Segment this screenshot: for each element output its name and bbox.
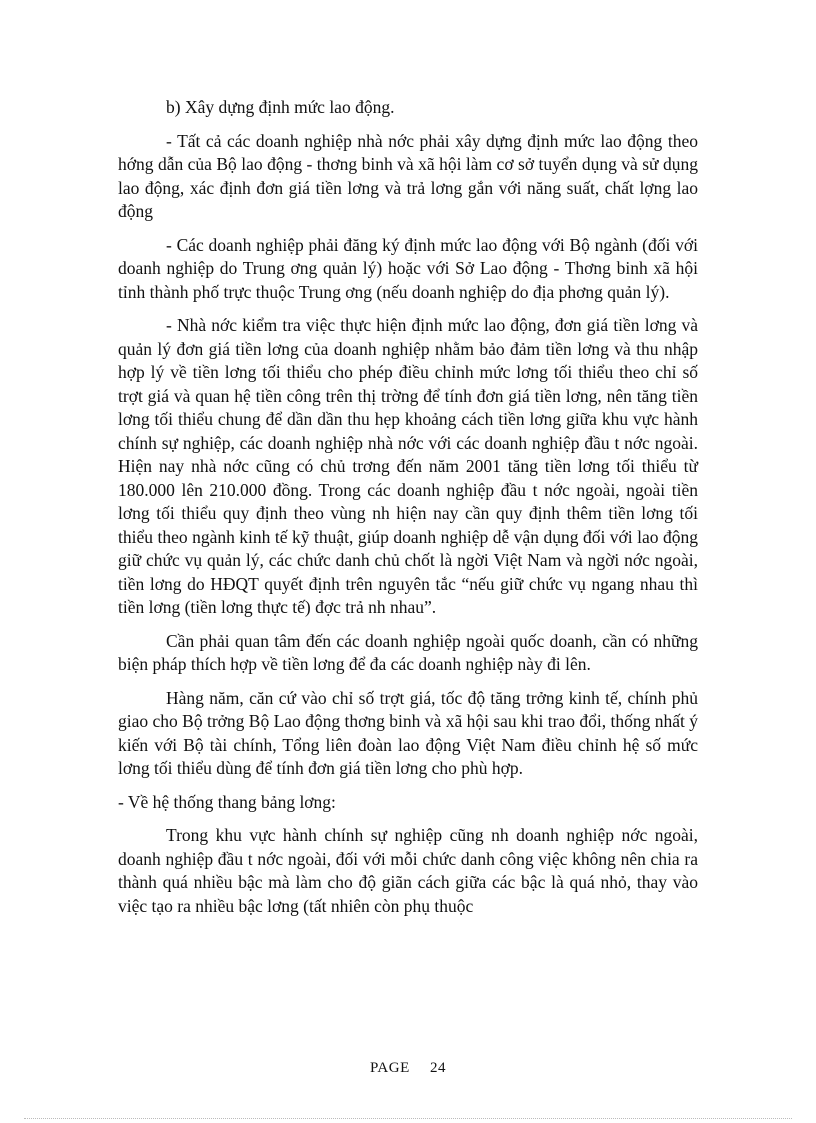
- paragraph-non-state-enterprises: Cần phải quan tâm đến các doanh nghiệp ngoài quốc doanh, cần có những biện pháp thích hợp về tiền lơng để đa các doanh nghiệp này đi lên.: [118, 630, 698, 674]
- body-text: [118, 96, 698, 928]
- paragraph-state-inspection: - Nhà nớc kiểm tra việc thực hiện định mức lao động, đơn giá tiền lơng và quản lý đơn giá tiền lơng của doanh nghiệp nhằm bảo đảm tiền lơng và thu nhập hợp lý về tiền lơng tối thiểu cho phép điều chỉnh mức lơng tối thiểu theo chỉ số trợt giá và quan hệ tiền công trên thị trờng để tính đơn giá tiền lơng, nên tăng tiền lơng tối thiểu chung để dần dần thu hẹp khoảng cách tiền lơng giữa khu vực hành chính sự nghiệp, các doanh nghiệp nhà nớc với các doanh nghiệp đầu t nớc ngoài. Hiện nay nhà nớc cũng có chủ trơng đến năm 2001 tăng tiền lơng tối thiểu từ 180.000 lên 210.000 đồng. Trong các doanh nghiệp đầu t nớc ngoài, ngoài tiền lơng tối thiểu quy định theo vùng nh hiện nay cần quy định thêm tiền lơng tối thiểu theo ngành kinh tế kỹ thuật, giúp doanh nghiệp dễ vận dụng đối với lao động giữ chức vụ quản lý, các chức danh chủ chốt là ngời Việt Nam và ngời nớc ngoài, tiền lơng do HĐQT quyết định trên nguyên tắc “nếu giữ chức vụ ngang nhau thì tiền lơng (tiền lơng thực tế) đợc trả nh nhau”.: [118, 315, 698, 617]
- page-label: PAGE: [369, 1060, 410, 1076]
- section-heading: b) Xây dựng định mức lao động.: [166, 97, 395, 117]
- paragraph-annual-adjustment: Hàng năm, căn cứ vào chỉ số trợt giá, tốc độ tăng trởng kinh tế, chính phủ giao cho Bộ trởng Bộ Lao động thơng binh và xã hội sau khi trao đổi, thống nhất ý kiến với Bộ tài chính, Tổng liên đoàn lao động Việt Nam điều chỉnh hệ số mức lơng tối thiểu dùng để tính đơn giá tiền lơng cho phù hợp.: [118, 687, 698, 778]
- paragraph-registration: - Các doanh nghiệp phải đăng ký định mức lao động với Bộ ngành (đối với doanh nghiệp do Trung ơng quản lý) hoặc với Sở Lao động - Thơng binh xã hội tỉnh thành phố trực thuộc Trung ơng (nếu doanh nghiệp do địa phơng quản lý).: [118, 234, 698, 302]
- page-number: 24: [430, 1060, 447, 1076]
- page-footer: [0, 1060, 816, 1077]
- paragraph-labor-norms: - Tất cả các doanh nghiệp nhà nớc phải xây dựng định mức lao động theo hớng dẫn của Bộ lao động - thơng binh và xã hội làm cơ sở tuyển dụng và sử dụng lao động, xác định đơn giá tiền lơng và trả lơng gắn với năng suất, chất lợng lao động: [118, 130, 698, 221]
- paragraph-pay-scale: Trong khu vực hành chính sự nghiệp cũng nh doanh nghiệp nớc ngoài, doanh nghiệp đầu t nớc ngoài, đối với mỗi chức danh công việc không nên chia ra thành quá nhiều bậc mà làm cho độ giãn cách giữa các bậc là quá nhỏ, thay vào việc tạo ra nhiều bậc lơng (tất nhiên còn phụ thuộc: [118, 825, 698, 916]
- paragraph-pay-scale-heading: - Về hệ thống thang bảng lơng:: [118, 791, 336, 812]
- bottom-divider: [24, 1118, 792, 1119]
